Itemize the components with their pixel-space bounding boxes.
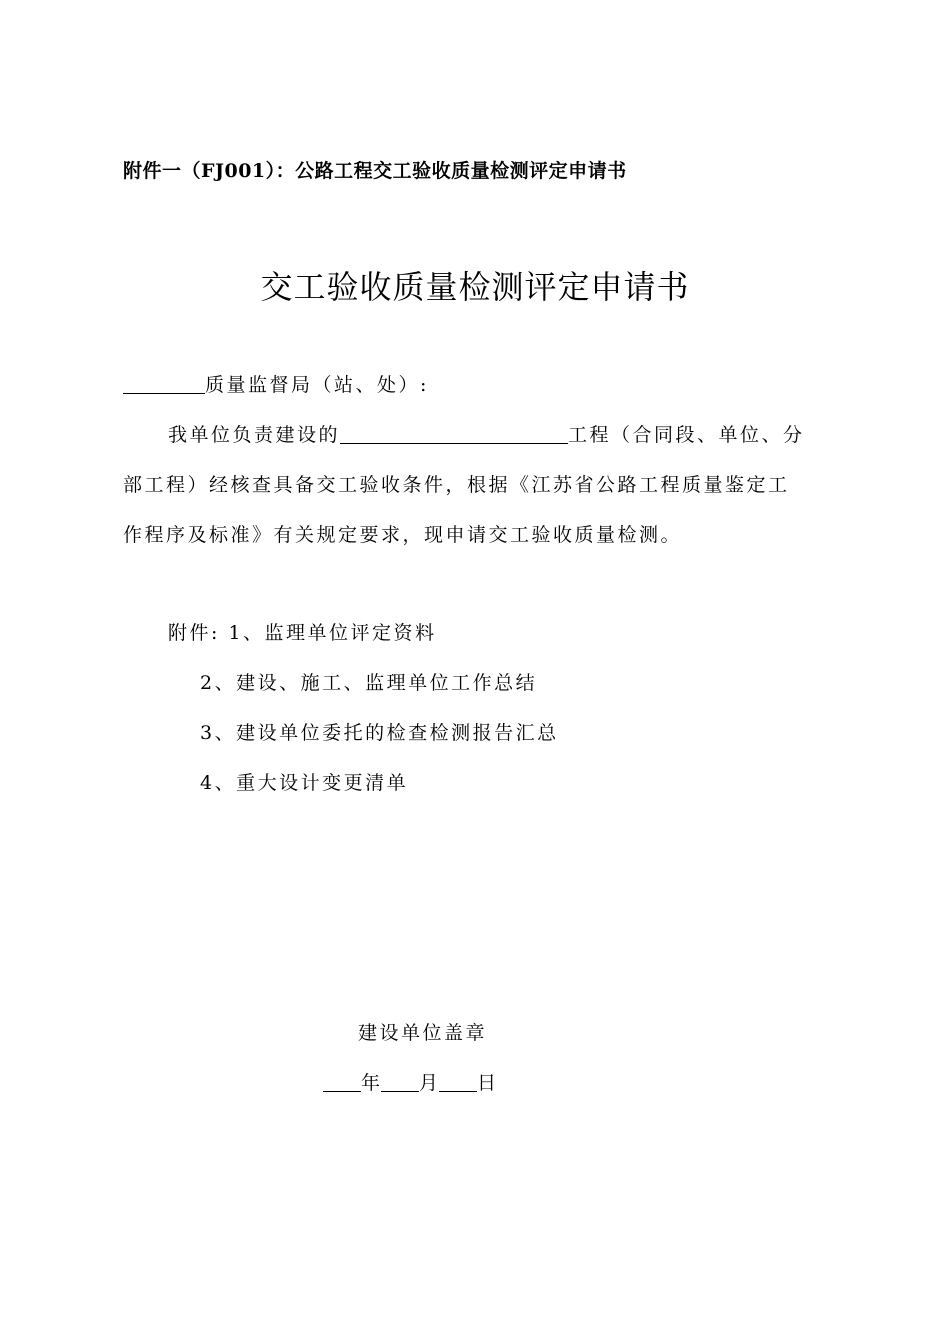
date-line [323,1068,497,1095]
day-label: 日 [477,1072,498,1094]
attachment-item: 3、建设单位委托的检查检测报告汇总 [200,722,559,744]
paragraph-line-1 [168,420,805,447]
month-label: 月 [419,1072,440,1094]
salutation [123,370,429,397]
attachment-item: 附件: 1、监理单位评定资料 [168,622,437,644]
paragraph-line-1-prefix: 我单位负责建设的 [168,424,341,446]
attachment-item: 4、重大设计变更清单 [200,772,409,794]
paragraph-line-3: 作程序及标准》有关规定要求，现申请交工验收质量检测。 [123,524,683,546]
day-blank[interactable] [439,1071,477,1092]
paragraph-line-2: 部工程）经核查具备交工验收条件，根据《江苏省公路工程质量鉴定工 [123,474,790,496]
seal-label: 建设单位盖章 [358,1022,488,1044]
year-label: 年 [361,1072,382,1094]
salutation-text: 质量监督局（站、处）: [205,374,429,396]
month-blank[interactable] [381,1071,419,1092]
project-name-blank[interactable] [340,423,568,444]
year-blank[interactable] [323,1071,361,1092]
bureau-name-blank[interactable] [123,373,205,394]
attachment-item: 2、建设、施工、监理单位工作总结 [200,672,538,694]
paragraph-line-1-suffix: 工程（合同段、单位、分 [568,424,805,446]
document-title: 交工验收质量检测评定申请书 [260,268,690,306]
attachment-title: 附件一（FJ001）：公路工程交工验收质量检测评定申请书 [123,160,627,182]
